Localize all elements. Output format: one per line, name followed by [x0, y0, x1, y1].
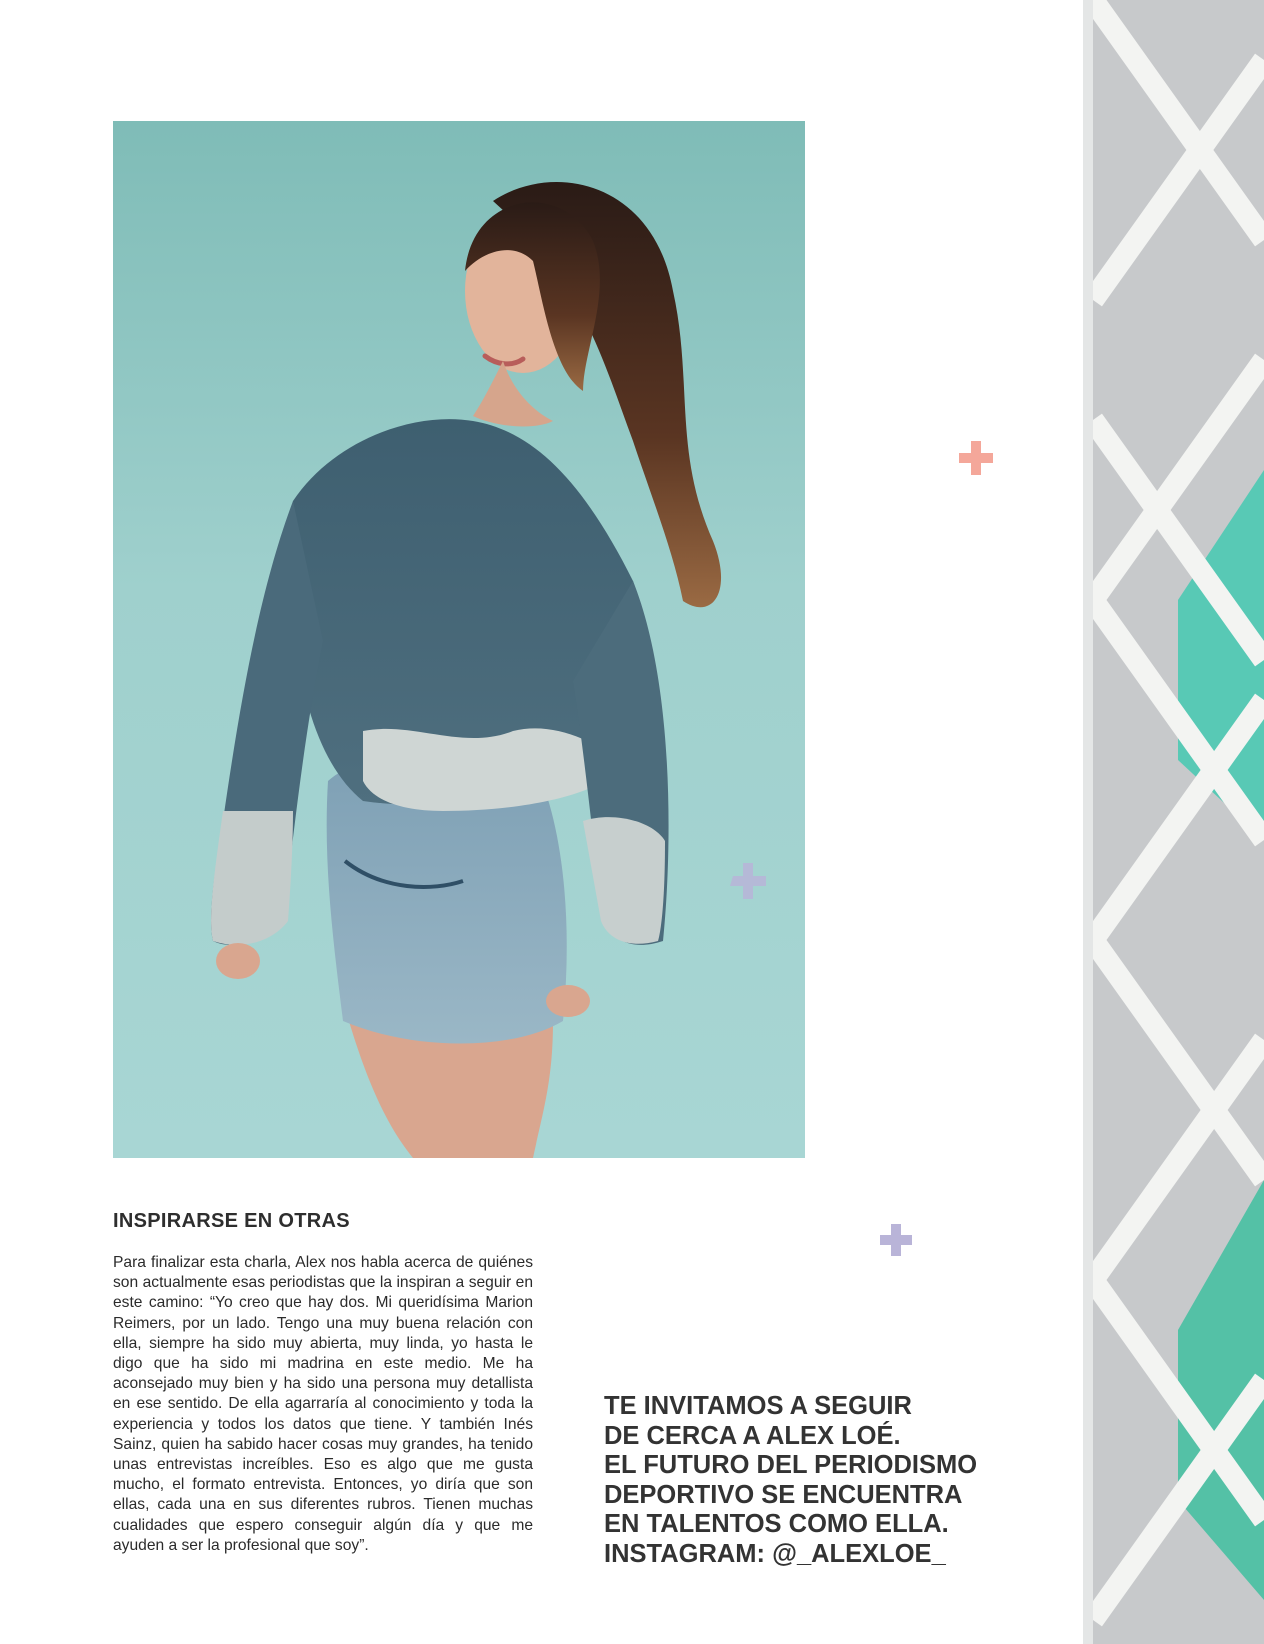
callout-line: EN TALENTOS COMO ELLA. — [604, 1510, 949, 1539]
callout-line: EL FUTURO DEL PERIODISMO — [604, 1451, 978, 1480]
callout-line: TE INVITAMOS A SEGUIR — [604, 1392, 912, 1420]
instagram-handle: INSTAGRAM: @_ALEXLOE_ — [604, 1539, 946, 1568]
section-heading: INSPIRARSE EN OTRAS — [113, 1210, 350, 1232]
plus-ornament-lavender — [880, 1224, 912, 1256]
callout-line: DE CERCA A ALEX LOÉ. — [604, 1421, 901, 1450]
portrait-photo — [113, 121, 805, 1158]
plus-ornament-coral — [959, 441, 993, 475]
decorative-lattice-panel — [1083, 0, 1264, 1644]
article-body: Para finalizar esta charla, Alex nos habla acerca de quiénes son actualmente esas periodistas que la inspiran a seguir en este camino: “Yo creo que hay dos. Mi queridísima Marion Reimers, por un lado. Tengo una muy buena relación con ella, siempre ha sido muy abierta, muy linda, yo hasta le digo que ha sido mi madrina en este medio. Me ha aconsejado muy bien y ha sido una persona muy detallista en ese sentido. De ella agarraría al conocimiento y toda la experiencia y todos los datos que tiene. Y también Inés Sainz, quien ha sabido hacer cosas muy grandes, ha tenido unas entrevistas increíbles. Eso es algo que me gusta mucho, el formato entrevista. Entonces, yo diría que son ellas, cada una en sus diferentes rubros. Tienen muchas cualidades que espero conseguir algún día y que me ayuden a ser la profesional que soy”. — [113, 1254, 533, 1554]
instagram-callout — [604, 1392, 1044, 1570]
callout-line: DEPORTIVO SE ENCUENTRA — [604, 1480, 963, 1509]
